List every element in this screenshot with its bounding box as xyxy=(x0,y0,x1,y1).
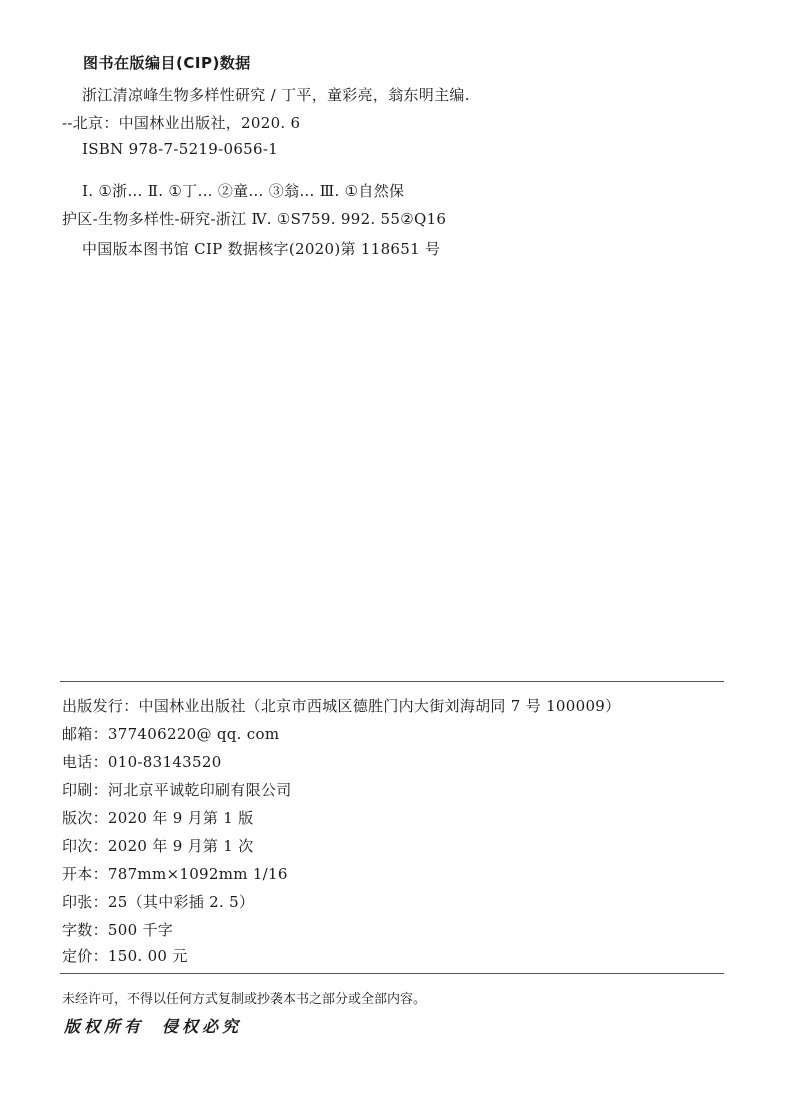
cip-record-number-line: 中国版本图书馆 CIP 数据核字(2020)第 118651 号 xyxy=(82,240,441,258)
info-label: 印张： xyxy=(62,893,108,911)
info-value: 中国林业出版社（北京市西城区德胜门内大街刘海胡同 7 号 100009） xyxy=(138,697,621,715)
rights-reserved-text: 版权所有 xyxy=(64,1017,145,1036)
top-divider xyxy=(60,681,724,682)
info-value: 2020 年 9 月第 1 版 xyxy=(107,809,254,827)
info-row-price xyxy=(62,945,188,966)
info-row-publisher xyxy=(62,695,620,716)
info-label: 印次： xyxy=(62,837,108,855)
info-value: 377406220@ qq. com xyxy=(107,725,280,743)
info-row-format xyxy=(62,863,288,884)
info-row-printer xyxy=(62,779,292,800)
cip-classification-line-2: 护区-生物多样性-研究-浙江 Ⅳ. ①S759. 992. 55②Q16 xyxy=(62,210,447,228)
bottom-divider xyxy=(60,973,724,974)
info-label: 版次： xyxy=(62,809,108,827)
cip-isbn-line: ISBN 978-7-5219-0656-1 xyxy=(82,140,279,158)
copying-notice: 未经许可，不得以任何方式复制或抄袭本书之部分或全部内容。 xyxy=(62,992,427,1007)
info-label: 定价： xyxy=(62,947,108,965)
info-row-sheets xyxy=(62,891,254,912)
info-value: 500 千字 xyxy=(107,921,174,939)
cip-classification-line-1: Ⅰ. ①浙… Ⅱ. ①丁… ②童… ③翁… Ⅲ. ①自然保 xyxy=(82,182,405,200)
info-row-email xyxy=(62,723,279,744)
info-row-word-count xyxy=(62,919,173,940)
info-value: 2020 年 9 月第 1 次 xyxy=(107,837,254,855)
piracy-warning-text: 侵权必究 xyxy=(162,1017,243,1036)
info-value: 25（其中彩插 2. 5） xyxy=(107,893,255,911)
info-value: 010-83143520 xyxy=(107,753,222,771)
info-value: 787mm×1092mm 1/16 xyxy=(107,865,288,883)
info-label: 邮箱： xyxy=(62,725,108,743)
info-label: 印刷： xyxy=(62,781,108,799)
info-row-phone xyxy=(62,751,222,772)
info-label: 字数： xyxy=(62,921,108,939)
info-label: 出版发行： xyxy=(62,697,139,715)
rights-statement xyxy=(64,1014,260,1037)
cip-title: 图书在版编目(CIP)数据 xyxy=(83,54,251,72)
info-label: 电话： xyxy=(62,753,108,771)
info-row-edition xyxy=(62,807,254,828)
info-value: 河北京平诚乾印刷有限公司 xyxy=(107,781,292,799)
info-label: 开本： xyxy=(62,865,108,883)
info-row-impression xyxy=(62,835,254,856)
cip-publisher-line: --北京：中国林业出版社，2020. 6 xyxy=(62,114,301,132)
cip-book-title-line: 浙江清凉峰生物多样性研究 / 丁平，童彩亮，翁东明主编. xyxy=(82,86,470,104)
info-value: 150. 00 元 xyxy=(107,947,188,965)
